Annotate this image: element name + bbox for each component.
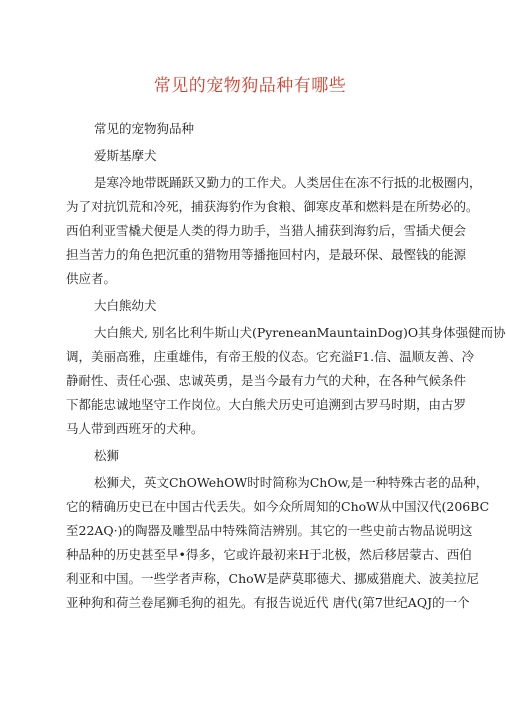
paragraph-line: 亚种狗和荷兰卷尾狮毛狗的祖先。有报告说近代 唐代(第7世纪AQJ的一个 [66, 595, 470, 610]
paragraph-line: 至22AQ·)的陶器及雕型品中特殊简洁辨别。其它的一些史前古物品说明这 [66, 523, 473, 538]
paragraph-line: 为了对抗饥荒和冷死，捕获海豹作为食粮、御寒皮革和燃料是在所势必的。 [66, 199, 479, 214]
paragraph-line: 是寒冷地带既踊跃又勤力的工作犬。人类居住在冻不行抵的北极圈内， [94, 175, 482, 190]
section-heading-chow-chow: 松狮 [94, 448, 120, 463]
section-paragraph-great-pyrenees [66, 321, 506, 441]
paragraph-line: 种品种的历史甚至早•得多，它或许最初来H于北极，然后移居蒙古、西伯 [66, 547, 472, 562]
section-heading-eskimo: 爱斯基摩犬 [94, 148, 157, 163]
paragraph-line: 大白熊犬, 别名比利牛斯山犬(PyreneanMauntainDog)O其身体强健而协 [94, 325, 506, 340]
section-heading-great-pyrenees: 大白熊幼犬 [94, 298, 157, 313]
document-body [66, 117, 506, 618]
document-title: 常见的宠物狗品种有哪些 [153, 76, 347, 96]
paragraph-line: 马人带到西班牙的犬种。 [66, 421, 204, 436]
paragraph-line: 供应者。 [66, 271, 117, 286]
paragraph-line: 静耐性、责任心强、忠诚英勇，是当今最有力气的犬种，在各种气候条件 [66, 373, 467, 388]
paragraph-line: 西伯利亚雪橇犬便是人类的得力助手，当猎人捕获到海豹后，雪插犬便会 [66, 223, 467, 238]
paragraph-line: 利亚和中国。一些学者声称，ChoW是萨莫耶德犬、挪威猎鹿犬、波美拉尼 [66, 571, 479, 586]
paragraph-line: 担当苦力的角色把沉重的猎物用等播拖回村内，是最环保、最慳钱的能源 [66, 247, 467, 262]
intro-heading: 常见的宠物狗品种 [94, 121, 195, 136]
paragraph-line: 调，美丽高雅，庄重雄伟，有帝王般的仪态。它充溢F1.信、温顺友善、冷 [66, 349, 475, 364]
section-paragraph-chow-chow [66, 471, 490, 615]
paragraph-line: 下都能忠诚地坚守工作岗位。大白熊犬历史可追溯到古罗马时期，由古罗 [66, 397, 467, 412]
paragraph-line: 它的精确历史已在中国古代丢失。如今众所周知的ChoW从中国汉代(206BC [66, 499, 490, 514]
paragraph-line: 松狮犬，英文ChOWehOW时时简称为ChOw,是一种特殊古老的品种， [94, 475, 489, 490]
section-paragraph-eskimo [66, 171, 482, 291]
